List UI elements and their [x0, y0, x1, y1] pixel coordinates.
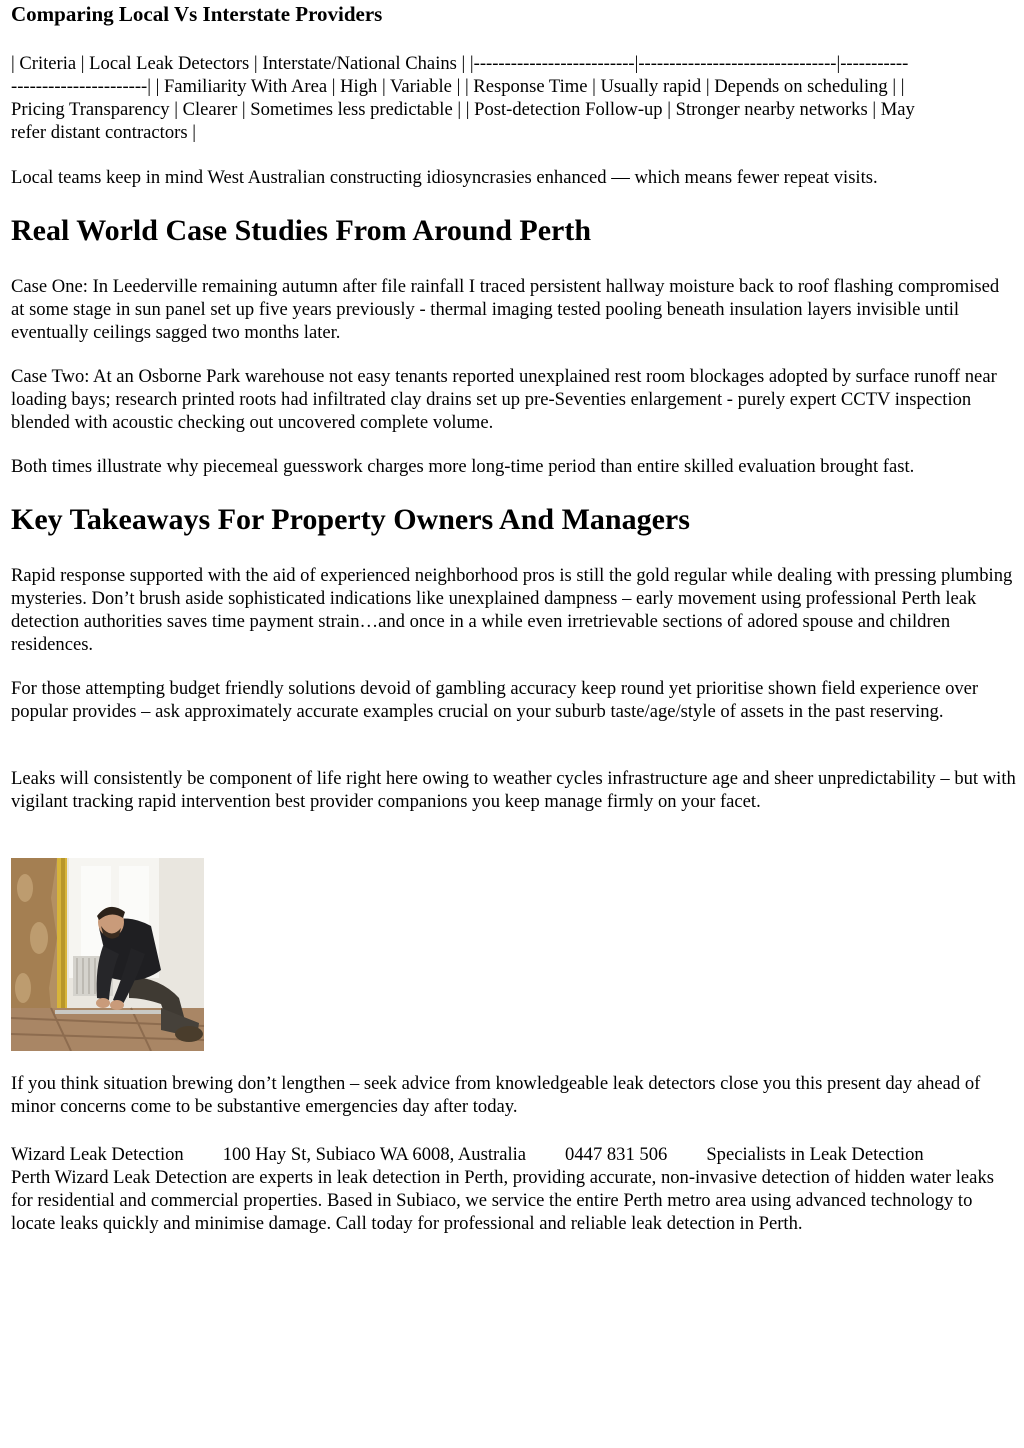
table-line: ----------------------| | Familiarity With Area | High | Variable | | Response Time | Usually rapid | Depends on scheduling | |	[11, 76, 905, 97]
both-times-paragraph: Both times illustrate why piecemeal guesswork charges more long-time period than entire skilled evaluation brought fast.	[11, 456, 915, 477]
case-one-paragraph: Case One: In Leederville remaining autumn after file rainfall I traced persistent hallway moisture back to roof flashing compromised at some stage in sun panel set up five years previously - thermal imaging tested pooling beneath insulation layers invisible until eventually ceilings sagged two months later.	[11, 276, 1000, 343]
table-line: | Criteria | Local Leak Detectors | Interstate/National Chains | |--------------------------|--------------------------------|-----------	[11, 53, 909, 74]
heading-key-takeaways: Key Takeaways For Property Owners And Managers	[11, 503, 690, 536]
heading-case-studies: Real World Case Studies From Around Perth	[11, 214, 592, 247]
takeaway-paragraph: Leaks will consistently be component of life right here owing to weather cycles infrastructure age and sheer unpredictability – but with vigilant tracking rapid intervention best provider companions you keep manage firmly on your facet.	[11, 768, 1016, 812]
local-teams-paragraph: Local teams keep in mind West Australian constructing idiosyncrasies enhanced — which means fewer repeat visits.	[11, 167, 878, 188]
business-info-line	[11, 1143, 924, 1166]
takeaway-paragraph: For those attempting budget friendly solutions devoid of gambling accuracy keep round yet prioritise shown field experience over popular provides – ask approximately accurate examples crucial on your suburb taste/age/style of assets in the past reserving.	[11, 678, 979, 722]
takeaway-paragraph: Rapid response supported with the aid of experienced neighborhood pros is still the gold regular while dealing with pressing plumbing mysteries. Don’t brush aside sophisticated indications like unexplained dampness – early movement using professional Perth leak detection authorities saves time payment strain…and once in a while even irretrievable sections of adored spouse and children residences.	[11, 565, 1013, 655]
business-description: Perth Wizard Leak Detection are experts in leak detection in Perth, providing accurate, non-invasive detection of hidden water leaks for residential and commercial properties. Based in Subiaco, we service the entire Perth metro area using advanced technology to locate leaks quickly and minimise damage. Call today for professional and reliable leak detection in Perth.	[11, 1167, 994, 1234]
case-two-paragraph: Case Two: At an Osborne Park warehouse not easy tenants reported unexplained rest room blockages adopted by surface runoff near loading bays; research printed roots had infiltrated clay drains set up pre-Seventies enlargement - purely expert CCTV inspection blended with acoustic checking out uncovered complete volume.	[11, 366, 997, 433]
business-phone: 0447 831 506	[565, 1144, 668, 1165]
table-line: refer distant contractors |	[11, 122, 196, 143]
leak-technician-photo	[11, 858, 204, 1051]
table-line: Pricing Transparency | Clearer | Sometimes less predictable | | Post-detection Follow-up | Stronger nearby networks | May	[11, 99, 915, 120]
business-address: 100 Hay St, Subiaco WA 6008, Australia	[222, 1144, 527, 1165]
heading-comparing-providers: Comparing Local Vs Interstate Providers	[11, 2, 383, 26]
business-tagline: Specialists in Leak Detection	[706, 1144, 924, 1165]
business-name: Wizard Leak Detection	[11, 1144, 184, 1165]
closing-paragraph: If you think situation brewing don’t lengthen – seek advice from knowledgeable leak detectors close you this present day ahead of minor concerns come to be substantive emergencies day after today.	[11, 1073, 981, 1117]
